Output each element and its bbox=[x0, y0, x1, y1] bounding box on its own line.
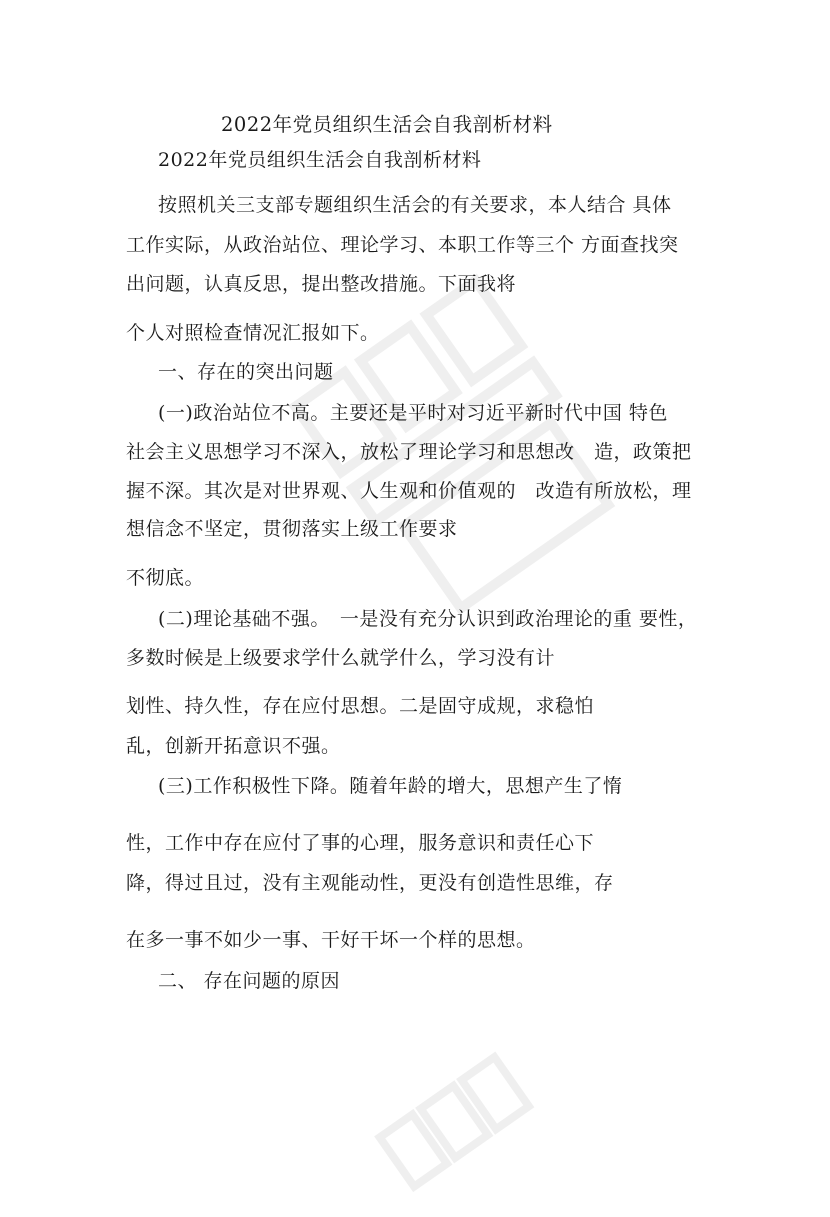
paragraph-line: (二)理论基础不强。 一是没有充分认识到政治理论的重 要性， bbox=[158, 608, 698, 630]
paragraph-line: 想信念不坚定，贯彻落实上级工作要求 bbox=[126, 518, 458, 540]
document-title: 2022年党员组织生活会自我剖析材料 bbox=[221, 113, 553, 136]
paragraph-line: 降，得过且过，没有主观能动性，更没有创造性思维，存 bbox=[126, 872, 614, 894]
paragraph-line: 划性、持久性，存在应付思想。二是固守成规，求稳怕 bbox=[126, 695, 595, 717]
paragraph-line: 不彻底。 bbox=[126, 567, 205, 589]
paragraph-line: 性，工作中存在应付了事的心理，服务意识和责任心下 bbox=[126, 832, 595, 854]
section-heading: 一、存在的突出问题 bbox=[158, 361, 334, 383]
document-subtitle: 2022年党员组织生活会自我剖析材料 bbox=[158, 149, 482, 171]
paragraph-line: (一)政治站位不高。主要还是平时对习近平新时代中国 特色 bbox=[158, 402, 668, 424]
paragraph-line: 个人对照检查情况汇报如下。 bbox=[126, 322, 380, 344]
paragraph-line: 多数时候是上级要求学什么就学什么，学习没有计 bbox=[126, 647, 556, 669]
paragraph-line: 按照机关三支部专题组织生活会的有关要求，本人结合 具体 bbox=[158, 194, 672, 216]
paragraph-line: 出问题，认真反思，提出整改措施。下面我将 bbox=[126, 273, 517, 295]
paragraph-line: 工作实际，从政治站位、理论学习、本职工作等三个 方面查找突 bbox=[126, 234, 679, 256]
section-heading: 二、 存在问题的原因 bbox=[158, 970, 341, 992]
paragraph-line: (三)工作积极性下降。随着年龄的增大，思想产生了惰 bbox=[158, 775, 623, 797]
paragraph-line: 社会主义思想学习不深入，放松了理论学习和思想改 造，政策把 bbox=[126, 441, 692, 463]
paragraph-line: 在多一事不如少一事、干好干坏一个样的思想。 bbox=[126, 929, 536, 951]
paragraph-line: 乱，创新开拓意识不强。 bbox=[126, 735, 341, 757]
watermark-icon bbox=[366, 1043, 554, 1217]
paragraph-line: 握不深。其次是对世界观、人生观和价值观的 改造有所放松，理 bbox=[126, 480, 692, 502]
